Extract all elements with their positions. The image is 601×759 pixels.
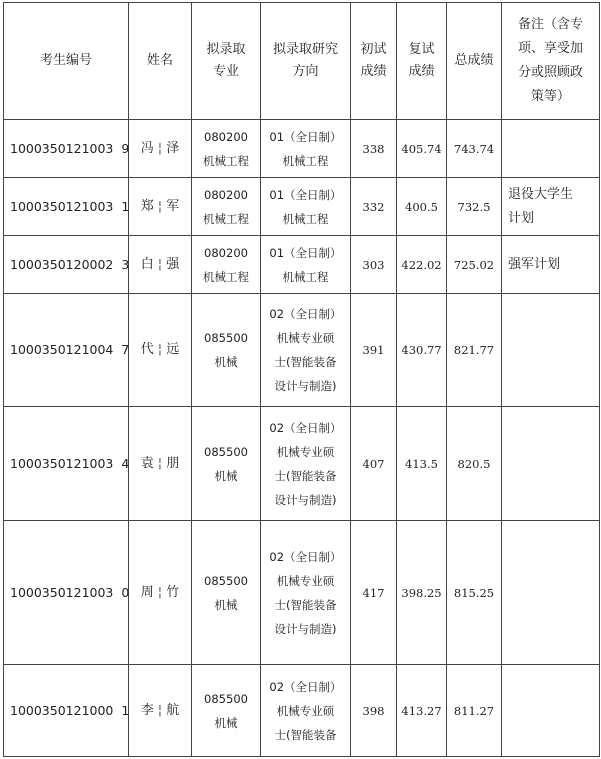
cell-total: 725.02 xyxy=(447,236,502,294)
cell-id xyxy=(4,665,129,757)
cell-total: 811.27 xyxy=(447,665,502,757)
header-direction-line1: 拟录取研究 xyxy=(272,42,338,57)
cell-total: 732.5 xyxy=(447,178,502,236)
direction-line: 设计与制造) xyxy=(274,379,337,393)
cell-id xyxy=(4,236,129,294)
name-first: 郑 xyxy=(140,198,154,214)
admission-table xyxy=(3,2,600,757)
cell-direction xyxy=(261,120,351,178)
cell-total: 821.77 xyxy=(447,294,502,407)
direction-line: 机械专业硕 xyxy=(276,573,335,588)
direction-line: 01（全日制） xyxy=(269,245,342,260)
header-retest-line2: 成绩 xyxy=(408,64,435,79)
id-main: 1000350121000 xyxy=(10,702,114,718)
direction-line: 02（全日制） xyxy=(269,679,342,694)
header-major xyxy=(192,3,261,120)
note-line: 强军计划 xyxy=(508,256,561,272)
cell-prelim: 398 xyxy=(351,665,397,757)
cell-name: 冯 ¦ 泽 xyxy=(129,120,192,178)
major-line: 085500 xyxy=(204,444,248,459)
cell-id xyxy=(4,178,129,236)
cell-id xyxy=(4,521,129,665)
direction-line: 02（全日制） xyxy=(269,307,342,321)
id-end: 4 xyxy=(121,455,130,471)
id-end: 3 xyxy=(121,256,130,272)
header-id: 考生编号 xyxy=(4,3,129,120)
cell-note xyxy=(502,120,600,178)
table-body xyxy=(4,120,600,757)
id-end: 1 xyxy=(121,702,130,718)
cell-retest: 422.02 xyxy=(397,236,447,294)
direction-line: 士(智能装备 xyxy=(274,727,337,742)
direction-line: 02（全日制） xyxy=(269,549,342,564)
id-main: 1000350121003 xyxy=(10,455,114,471)
header-row xyxy=(4,3,600,120)
direction-line: 机械专业硕 xyxy=(276,444,335,459)
header-retest xyxy=(397,3,447,120)
cell-retest: 405.74 xyxy=(397,120,447,178)
major-line: 080200 xyxy=(204,187,248,202)
id-end: 1 xyxy=(121,198,130,214)
major-line: 机械 xyxy=(214,468,238,483)
header-note xyxy=(502,3,600,120)
name-last: 朋 xyxy=(166,455,180,471)
cell-note xyxy=(502,521,600,665)
cell-retest: 430.77 xyxy=(397,294,447,407)
cell-direction xyxy=(261,178,351,236)
name-last: 泽 xyxy=(166,140,180,156)
cell-major xyxy=(192,178,261,236)
name-last: 强 xyxy=(166,256,180,272)
cell-id xyxy=(4,407,129,521)
cell-name: 白 ¦ 强 xyxy=(129,236,192,294)
cell-direction xyxy=(261,521,351,665)
header-prelim-line1: 初试 xyxy=(360,42,387,57)
header-prelim-line2: 成绩 xyxy=(360,64,387,79)
cell-major xyxy=(192,294,261,407)
name-last: 竹 xyxy=(166,584,180,600)
header-direction-line2: 方向 xyxy=(292,64,319,79)
cell-name: 周 ¦ 竹 xyxy=(129,521,192,665)
header-name: 姓名 xyxy=(129,3,192,120)
header-retest-line1: 复试 xyxy=(408,42,435,57)
name-first: 白 xyxy=(140,256,154,272)
cell-total: 815.25 xyxy=(447,521,502,665)
name-first: 袁 xyxy=(140,455,154,471)
name-first: 代 xyxy=(140,342,154,357)
cell-note xyxy=(502,236,600,294)
cell-name: 李 ¦ 航 xyxy=(129,665,192,757)
cell-direction xyxy=(261,665,351,757)
major-line: 080200 xyxy=(204,129,248,144)
major-line: 机械工程 xyxy=(203,269,249,284)
cell-id xyxy=(4,120,129,178)
direction-line: 机械专业硕 xyxy=(276,331,335,345)
table-row xyxy=(4,521,600,665)
cell-name: 郑 ¦ 军 xyxy=(129,178,192,236)
table-row xyxy=(4,120,600,178)
cell-retest: 398.25 xyxy=(397,521,447,665)
header-major-line1: 拟录取 xyxy=(206,42,246,57)
direction-line: 机械工程 xyxy=(282,153,329,168)
name-first: 周 xyxy=(140,584,154,600)
id-end: 0 xyxy=(121,584,130,600)
header-prelim xyxy=(351,3,397,120)
note-line: 退役大学生 xyxy=(508,186,574,202)
major-line: 机械工程 xyxy=(203,211,249,226)
table-row xyxy=(4,407,600,521)
name-last: 远 xyxy=(166,342,180,357)
id-main: 1000350121003 xyxy=(10,584,114,600)
cell-major xyxy=(192,407,261,521)
major-line: 机械 xyxy=(214,715,238,730)
cell-prelim: 303 xyxy=(351,236,397,294)
table-row xyxy=(4,665,600,757)
name-last: 军 xyxy=(166,198,180,214)
cell-retest: 400.5 xyxy=(397,178,447,236)
cell-major xyxy=(192,236,261,294)
cell-retest: 413.5 xyxy=(397,407,447,521)
direction-line: 设计与制造) xyxy=(274,621,337,636)
header-note-line1: 备注（含专 xyxy=(517,17,583,32)
header-major-line2: 专业 xyxy=(212,64,239,79)
cell-id xyxy=(4,294,129,407)
note-line: 计划 xyxy=(508,210,535,226)
cell-retest: 413.27 xyxy=(397,665,447,757)
table-row xyxy=(4,294,600,407)
header-note-line3: 分或照顾政 xyxy=(517,65,583,80)
cell-note xyxy=(502,294,600,407)
cell-name: 代 ¦ 远 xyxy=(129,294,192,407)
major-line: 080200 xyxy=(204,245,248,260)
cell-direction xyxy=(261,294,351,407)
id-end: 7 xyxy=(121,342,130,357)
name-first: 冯 xyxy=(140,140,154,156)
major-line: 085500 xyxy=(204,573,248,588)
cell-total: 743.74 xyxy=(447,120,502,178)
direction-line: 士(智能装备 xyxy=(274,468,337,483)
direction-line: 士(智能装备 xyxy=(274,597,337,612)
id-main: 1000350120002 xyxy=(10,256,114,272)
cell-prelim: 391 xyxy=(351,294,397,407)
direction-line: 士(智能装备 xyxy=(274,355,337,369)
major-line: 机械 xyxy=(214,355,238,369)
table-row xyxy=(4,178,600,236)
direction-line: 机械专业硕 xyxy=(276,703,335,718)
cell-note xyxy=(502,407,600,521)
cell-direction xyxy=(261,407,351,521)
id-main: 1000350121004 xyxy=(10,342,114,357)
id-main: 1000350121003 xyxy=(10,140,114,156)
header-total: 总成绩 xyxy=(447,3,502,120)
cell-direction xyxy=(261,236,351,294)
direction-line: 机械工程 xyxy=(282,269,329,284)
header-note-line2: 项、享受加 xyxy=(517,41,583,56)
cell-prelim: 332 xyxy=(351,178,397,236)
cell-major xyxy=(192,120,261,178)
direction-line: 01（全日制） xyxy=(269,187,342,202)
id-end: 9 xyxy=(121,140,130,156)
header-note-line4: 策等） xyxy=(530,89,570,104)
major-line: 085500 xyxy=(204,331,248,345)
cell-note xyxy=(502,178,600,236)
name-first: 李 xyxy=(140,702,154,718)
cell-prelim: 417 xyxy=(351,521,397,665)
header-direction xyxy=(261,3,351,120)
direction-line: 机械工程 xyxy=(282,211,329,226)
direction-line: 01（全日制） xyxy=(269,129,342,144)
name-last: 航 xyxy=(166,702,180,718)
direction-line: 02（全日制） xyxy=(269,420,342,435)
cell-prelim: 338 xyxy=(351,120,397,178)
cell-major xyxy=(192,665,261,757)
cell-total: 820.5 xyxy=(447,407,502,521)
major-line: 085500 xyxy=(204,691,248,706)
cell-note xyxy=(502,665,600,757)
major-line: 机械工程 xyxy=(203,153,249,168)
cell-prelim: 407 xyxy=(351,407,397,521)
direction-line: 设计与制造) xyxy=(274,492,337,507)
table-row xyxy=(4,236,600,294)
cell-name: 袁 ¦ 朋 xyxy=(129,407,192,521)
cell-major xyxy=(192,521,261,665)
major-line: 机械 xyxy=(214,597,238,612)
id-main: 1000350121003 xyxy=(10,198,114,214)
